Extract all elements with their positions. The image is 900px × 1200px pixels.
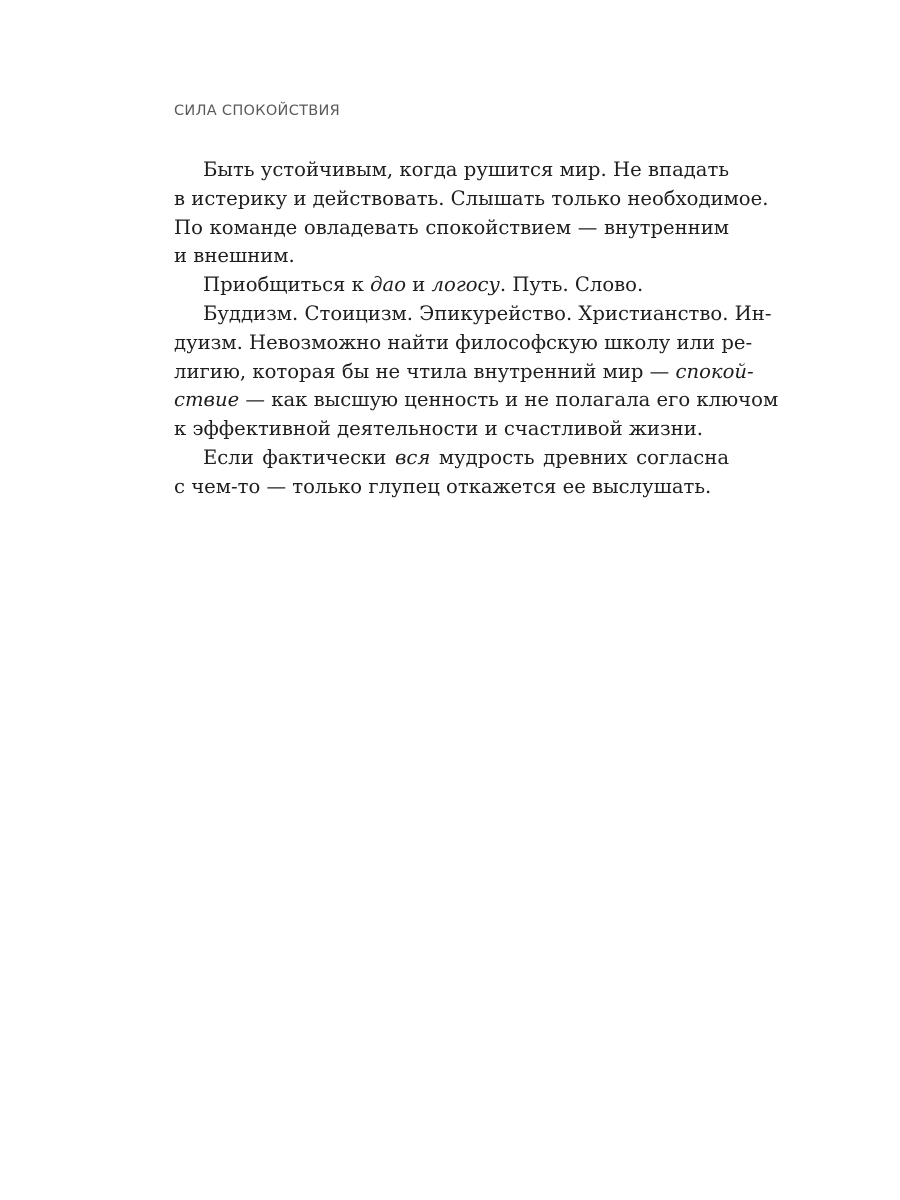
- text-run: — как высшую ценность и не полагала его ключом: [239, 388, 779, 412]
- text-run: . Путь. Слово.: [499, 273, 644, 297]
- paragraph-3-line-4: [174, 386, 779, 415]
- paragraph-3-line-5: к эффективной деятельности и счастливой жизни.: [174, 417, 704, 441]
- paragraph-1-line-1: Быть устойчивым, когда рушится мир. Не впадать: [203, 158, 729, 181]
- text-run: Если фактически: [203, 445, 395, 469]
- running-head: СИЛА СПОКОЙСТВИЯ: [174, 103, 341, 119]
- paragraph-3-line-3: [174, 358, 754, 387]
- paragraph-2-line-1: [174, 271, 729, 300]
- italic-run: вся: [394, 445, 431, 469]
- text-run: и: [406, 273, 432, 297]
- paragraph-1-line-4: и внешним.: [174, 244, 295, 268]
- italic-run: дао: [370, 273, 407, 297]
- paragraph-4-line-2: с чем-то — только глупец откажется ее выслушать.: [174, 474, 712, 498]
- italic-run: ствие: [174, 388, 240, 412]
- text-run: лигию, которая бы не чтила внутренний мир —: [174, 359, 676, 383]
- paragraph-1-line-3: По команде овладевать спокойствием — внутренним: [174, 215, 729, 239]
- text-run: мудрость древних согласна: [430, 445, 730, 469]
- paragraph-4-line-1: [174, 444, 729, 473]
- paragraph-3-line-1: Буддизм. Стоицизм. Эпикурейство. Христианство. Ин-: [203, 301, 772, 325]
- italic-run: спокой-: [675, 359, 754, 383]
- text-run: Приобщиться к: [203, 273, 371, 297]
- body-text: [174, 156, 779, 502]
- italic-run: логосу: [431, 273, 500, 297]
- paragraph-1-line-2: в истерику и действовать. Слышать только необходимое.: [174, 186, 769, 210]
- paragraph-3-line-2: дуизм. Невозможно найти философскую школу или ре-: [174, 330, 753, 354]
